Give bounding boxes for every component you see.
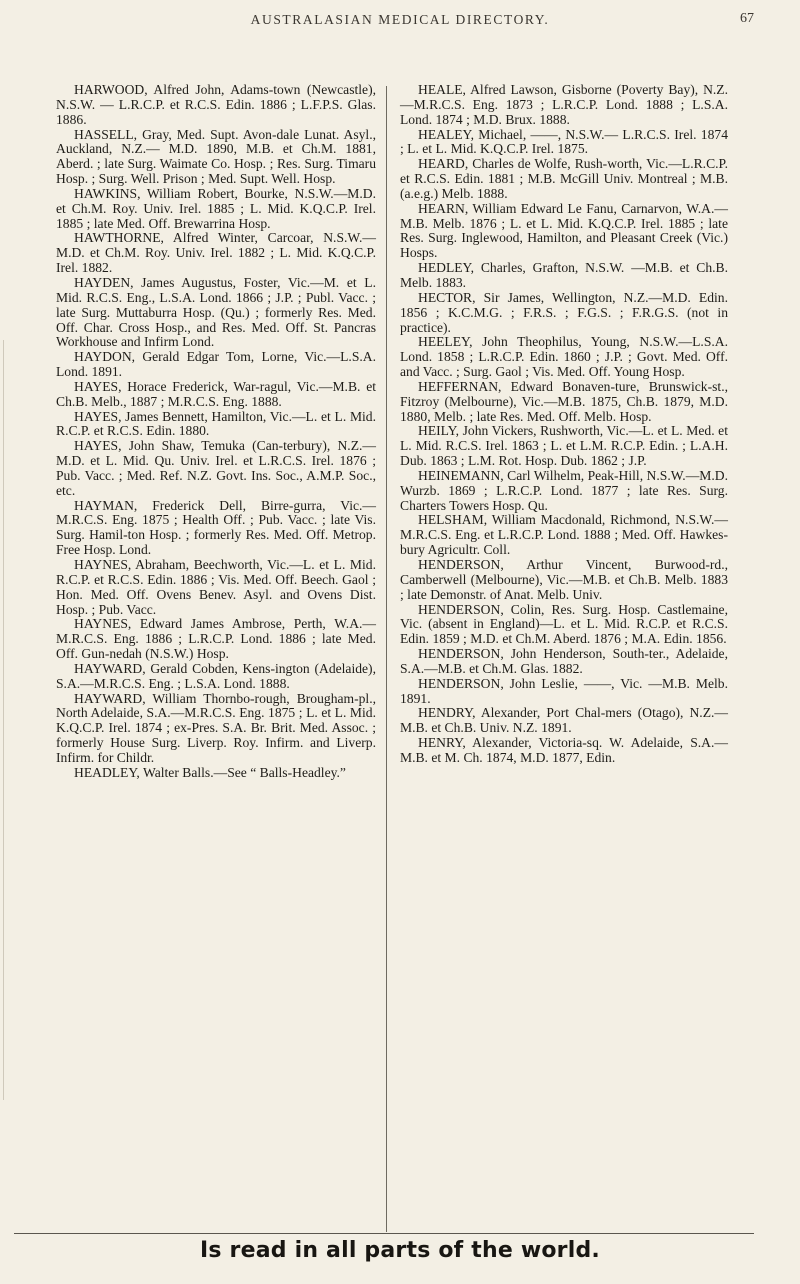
entry-helsham: HELSHAM, William Macdonald, Richmond, N.S.W.—M.R.C.S. Eng. et L.R.C.P. Lond. 1888 ; Med. Off. Hawkes-bury Agricultr. Coll. [400,512,728,558]
entry-heard: HEARD, Charles de Wolfe, Rush-worth, Vic.—L.R.C.P. et R.C.S. Edin. 1881 ; M.B. McGill Univ. Montreal ; M.B. (a.e.g.) Melb. 1888. [400,156,728,201]
footer-rule [14,1233,754,1234]
column-divider [386,86,387,1232]
running-head [0,4,800,44]
page-edge-shadow [3,340,4,1100]
entry-haydon: HAYDON, Gerald Edgar Tom, Lorne, Vic.—L.S.A. Lond. 1891. [56,349,376,380]
entry-henderson-colin: HENDERSON, Colin, Res. Surg. Hosp. Castlemaine, Vic. (absent in England)—L. et L. Mid. R.C.P. et R.C.S. Edin. 1859 ; M.D. et Ch.M. Aberd. 1876 ; M.A. Edin. 1856. [400,601,728,647]
entry-healey: HEALEY, Michael, ——, N.S.W.— L.R.C.S. Irel. 1874 ; L. et L. Mid. K.Q.C.P. Irel. 1875. [400,126,728,157]
entry-hayward-gerald: HAYWARD, Gerald Cobden, Kens-ington (Adelaide), S.A.—M.R.C.S. Eng. ; L.S.A. Lond. 1888. [56,660,376,691]
entry-henderson-arthur: HENDERSON, Arthur Vincent, Burwood-rd., Camberwell (Melbourne), Vic.—M.B. et Ch.B. Melb. 1883 ; late Demonstr. of Anat. Melb. Univ. [400,557,728,602]
entry-hassell: HASSELL, Gray, Med. Supt. Avon-dale Lunat. Asyl., Auckland, N.Z.— M.D. 1890, M.B. et Ch.M. 1881, Aberd. ; late Surg. Waimate Co. Hosp. ; Res. Surg. Timaru Hosp. ; Surg. Well. Prison ; Med. Supt. Well. Hosp. [56,126,376,187]
entry-hedley: HEDLEY, Charles, Grafton, N.S.W. —M.B. et Ch.B. Melb. 1883. [400,260,728,290]
entry-hawthorne: HAWTHORNE, Alfred Winter, Carcoar, N.S.W.—M.D. et Ch.M. Roy. Univ. Irel. 1882 ; L. Mid. K.Q.C.P. Irel. 1882. [56,230,376,276]
entry-harwood: HARWOOD, Alfred John, Adams-town (Newcastle), N.S.W. — L.R.C.P. et R.C.S. Edin. 1886 ; L.F.P.S. Glas. 1886. [56,82,376,127]
entry-haynes-abraham: HAYNES, Abraham, Beechworth, Vic.—L. et L. Mid. R.C.P. et R.C.S. Edin. 1886 ; Vis. Med. Off. Beech. Gaol ; Hon. Med. Off. Ovens Benev. Asyl. and Ovens Dist. Hosp. ; Pub. Vacc. [56,557,376,617]
entry-haynes-edward: HAYNES, Edward James Ambrose, Perth, W.A.—M.R.C.S. Eng. 1886 ; L.R.C.P. Lond. 1886 ; late Med. Off. Gun-nedah (N.S.W.) Hosp. [56,616,376,662]
footer-advertisement: Is read in all parts of the world. [200,1238,600,1263]
entry-henderson-john-henderson: HENDERSON, John Henderson, South-ter., Adelaide, S.A.—M.B. et Ch.M. Glas. 1882. [400,646,728,676]
entry-heeley: HEELEY, John Theophilus, Young, N.S.W.—L.S.A. Lond. 1858 ; L.R.C.P. Edin. 1860 ; J.P. ; Govt. Med. Off. and Vacc. ; Surg. Gaol ; Vis. Med. Off. Young Hosp. [400,334,728,380]
entry-headley: HEADLEY, Walter Balls.—See “ Balls-Headley.” [74,764,346,780]
entry-hayes-horace: HAYES, Horace Frederick, War-ragul, Vic.—M.B. et Ch.B. Melb., 1887 ; M.R.C.S. Eng. 1888. [56,378,376,409]
entry-heily: HEILY, John Vickers, Rushworth, Vic.—L. et L. Med. et L. Mid. R.C.S. Irel. 1863 ; L. et L.M. R.C.P. Edin. ; L.A.H. Dub. 1863 ; L.M. Rot. Hosp. Dub. 1862 ; J.P. [400,423,728,469]
entry-heinemann: HEINEMANN, Carl Wilhelm, Peak-Hill, N.S.W.—M.D. Wurzb. 1869 ; L.R.C.P. Lond. 1877 ; late Res. Surg. Charters Towers Hosp. Qu. [400,467,728,513]
entry-hayward-william: HAYWARD, William Thornbo-rough, Brougham-pl., North Adelaide, S.A.—M.R.C.S. Eng. 1875 ; L. et L. Mid. K.Q.C.P. Irel. 1874 ; ex-Pres. S.A. Br. Brit. Med. Assoc. ; formerly House Surg. Liverp. Roy. Infirm. and Liverp. Infirm. for Childr. [56,690,376,765]
left-column [56,83,376,781]
entry-heffernan: HEFFERNAN, Edward Bonaven-ture, Brunswick-st., Fitzroy (Melbourne), Vic.—M.B. 1875, Ch.B. 1879, M.D. 1880, Melb. ; late Res. Med. Off. Melb. Hosp. [400,378,728,424]
entry-henry: HENRY, Alexander, Victoria-sq. W. Adelaide, S.A.—M.B. et M. Ch. 1874, M.D. 1877, Edin. [400,735,728,765]
entry-hayes-john: HAYES, John Shaw, Temuka (Can-terbury), N.Z.—M.D. et L. Mid. Qu. Univ. Irel. et L.R.C.S. Irel. 1876 ; Pub. Vacc. ; Med. Ref. N.Z. Govt. Ins. Soc., A.M.P. Soc., etc. [56,438,376,498]
entry-hector: HECTOR, Sir James, Wellington, N.Z.—M.D. Edin. 1856 ; K.C.M.G. ; F.R.S. ; F.G.S. ; F.R.G.S. (not in practice). [400,289,728,335]
page-number: 67 [740,11,754,26]
entry-hayes-james: HAYES, James Bennett, Hamilton, Vic.—L. et L. Mid. R.C.P. et R.C.S. Edin. 1880. [56,408,376,439]
entry-hearn: HEARN, William Edward Le Fanu, Carnarvon, W.A.—M.B. Melb. 1876 ; L. et L. Mid. K.Q.C.P. Irel. 1885 ; late Res. Surg. Inglewood, Hamilton, and Pleasant Creek (Vic.) Hosps. [400,200,728,261]
entry-hawkins: HAWKINS, William Robert, Bourke, N.S.W.—M.D. et Ch.M. Roy. Univ. Irel. 1885 ; L. Mid. K.Q.C.P. Irel. 1885 ; late Med. Off. Brewarrina Hosp. [56,185,376,231]
entry-hendry: HENDRY, Alexander, Port Chal-mers (Otago), N.Z.—M.B. et Ch.B. Univ. N.Z. 1891. [400,705,728,736]
entry-hayman: HAYMAN, Frederick Dell, Birre-gurra, Vic.—M.R.C.S. Eng. 1875 ; Health Off. ; Pub. Vacc. ; late Vis. Surg. Hamil-ton Hosp. ; formerly Res. Med. Off. Metrop. Free Hosp. Lond. [56,497,376,558]
entry-hayden: HAYDEN, James Augustus, Foster, Vic.—M. et L. Mid. R.C.S. Eng., L.S.A. Lond. 1866 ; J.P. ; Publ. Vacc. ; late Surg. Muttaburra Hosp. (Qu.) ; formerly Res. Med. Off. Char. Cross Hosp., and Res. Med. Off. St. Pancras Workhouse and Infirm Lond. [56,274,376,350]
entry-heale: HEALE, Alfred Lawson, Gisborne (Poverty Bay), N.Z.—M.R.C.S. Eng. 1873 ; L.R.C.P. Lond. 1888 ; L.S.A. Lond. 1874 ; M.D. Brux. 1888. [400,82,728,127]
right-column [400,83,728,766]
running-title: AUSTRALASIAN MEDICAL DIRECTORY. [250,12,550,27]
entry-henderson-john-leslie: HENDERSON, John Leslie, ——, Vic. —M.B. Melb. 1891. [400,675,728,706]
